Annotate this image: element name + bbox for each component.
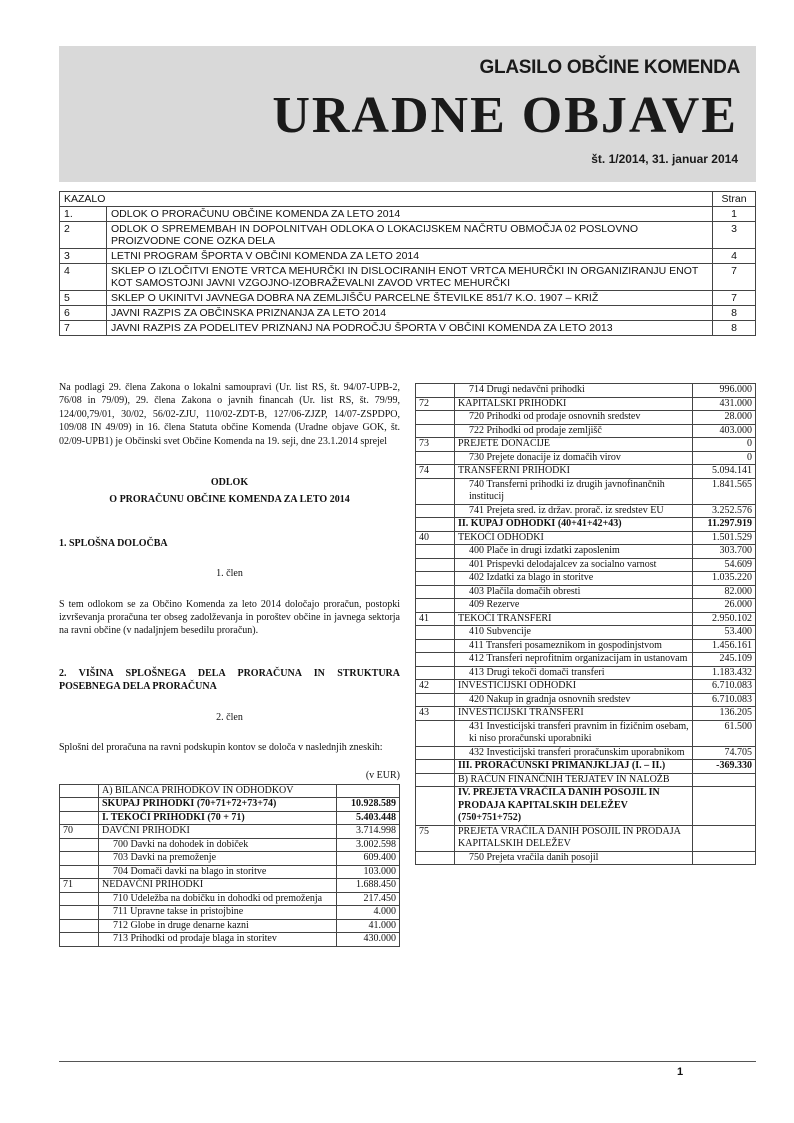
table-row xyxy=(416,545,756,559)
table-row xyxy=(416,411,756,425)
amount: 5.094.141 xyxy=(693,465,756,479)
amount: 1.183.432 xyxy=(693,666,756,680)
amount: 0 xyxy=(693,438,756,452)
account-description: 741 Prejeta sred. iz držav. prorač. iz sredstev EU xyxy=(455,504,693,518)
amount: 6.710.083 xyxy=(693,680,756,694)
account-code xyxy=(416,518,455,532)
publication-title: URADNE OBJAVE xyxy=(272,87,738,144)
account-description: INVESTICIJSKI ODHODKI xyxy=(455,680,693,694)
publisher-name: GLASILO OBČINE KOMENDA xyxy=(479,57,740,78)
toc-row xyxy=(60,321,756,336)
page-number: 1 xyxy=(677,1066,684,1078)
account-description: PREJETA VRAČILA DANIH POSOJIL IN PRODAJA KAPITALSKIH DELEŽEV xyxy=(455,825,693,851)
account-description: IV. PREJETA VRAČILA DANIH POSOJIL IN PRODAJA KAPITALSKIH DELEŽEV (750+751+752) xyxy=(455,787,693,826)
budget-table-left xyxy=(59,784,400,947)
toc-item-number: 4 xyxy=(60,264,107,291)
account-code xyxy=(60,919,99,933)
account-code: 75 xyxy=(416,825,455,851)
amount xyxy=(693,773,756,787)
amount: 1.501.529 xyxy=(693,531,756,545)
account-description: 712 Globe in druge denarne kazni xyxy=(99,919,337,933)
table-row xyxy=(416,693,756,707)
table-row xyxy=(60,879,400,893)
account-description: 720 Prihodki od prodaje osnovnih sredstev xyxy=(455,411,693,425)
account-code xyxy=(60,811,99,825)
amount: 11.297.919 xyxy=(693,518,756,532)
account-description: 713 Prihodki od prodaje blaga in storitev xyxy=(99,933,337,947)
table-row xyxy=(416,626,756,640)
account-code: 41 xyxy=(416,612,455,626)
account-code xyxy=(416,451,455,465)
amount: 3.002.598 xyxy=(337,838,400,852)
account-description: NEDAVČNI PRIHODKI xyxy=(99,879,337,893)
account-code xyxy=(60,906,99,920)
toc-item-page: 7 xyxy=(713,264,756,291)
account-description: SKUPAJ PRIHODKI (70+71+72+73+74) xyxy=(99,798,337,812)
amount: 430.000 xyxy=(337,933,400,947)
amount: 431.000 xyxy=(693,397,756,411)
table-row xyxy=(416,653,756,667)
amount: 61.500 xyxy=(693,720,756,746)
account-description: 410 Subvencije xyxy=(455,626,693,640)
account-description: B) RAČUN FINANČNIH TERJATEV IN NALOŽB xyxy=(455,773,693,787)
toc-row xyxy=(60,207,756,222)
toc-item-page: 1 xyxy=(713,207,756,222)
toc-item-title: ODLOK O PRORAČUNU OBČINE KOMENDA ZA LETO 2014 xyxy=(107,207,713,222)
table-row xyxy=(416,760,756,774)
account-code xyxy=(416,478,455,504)
account-code xyxy=(416,851,455,865)
account-description: 730 Prejete donacije iz domačih virov xyxy=(455,451,693,465)
amount: 136.205 xyxy=(693,707,756,721)
account-description: TEKOČI ODHODKI xyxy=(455,531,693,545)
issue-info: št. 1/2014, 31. januar 2014 xyxy=(591,152,738,166)
table-row xyxy=(60,852,400,866)
account-description: 704 Domači davki na blago in storitve xyxy=(99,865,337,879)
table-row xyxy=(60,825,400,839)
account-description: TEKOČI TRANSFERI xyxy=(455,612,693,626)
toc-row xyxy=(60,222,756,249)
amount xyxy=(693,851,756,865)
amount: 26.000 xyxy=(693,599,756,613)
amount: 82.000 xyxy=(693,585,756,599)
account-description: 722 Prihodki od prodaje zemljišč xyxy=(455,424,693,438)
account-code xyxy=(60,933,99,947)
account-description: 431 Investicijski transferi pravnim in fizičnim osebam, ki niso proračunski uporabniki xyxy=(455,720,693,746)
account-description: III. PRORAČUNSKI PRIMANJKLJAJ (I. – II.) xyxy=(455,760,693,774)
toc-item-title: JAVNI RAZPIS ZA PODELITEV PRIZNANJ NA PODROČJU ŠPORTA V OBČINI KOMENDA ZA LETO 2013 xyxy=(107,321,713,336)
account-description: 432 Investicijski transferi proračunskim uporabnikom xyxy=(455,746,693,760)
account-description: 700 Davki na dohodek in dobiček xyxy=(99,838,337,852)
amount: 5.403.448 xyxy=(337,811,400,825)
account-code: 40 xyxy=(416,531,455,545)
toc-item-number: 6 xyxy=(60,306,107,321)
table-row xyxy=(416,572,756,586)
toc-item-number: 7 xyxy=(60,321,107,336)
account-description: 703 Davki na premoženje xyxy=(99,852,337,866)
account-code: 72 xyxy=(416,397,455,411)
toc-item-page: 8 xyxy=(713,321,756,336)
amount: 609.400 xyxy=(337,852,400,866)
account-description: KAPITALSKI PRIHODKI xyxy=(455,397,693,411)
toc-item-number: 1. xyxy=(60,207,107,222)
toc-header-row xyxy=(60,192,756,207)
currency-unit: (v EUR) xyxy=(365,769,400,781)
toc-item-page: 3 xyxy=(713,222,756,249)
article-text: S tem odlokom se za Občino Komenda za leto 2014 določajo proračun, postopki izvrševanja proračuna ter obseg zadolževanja in poroštev občine in javnega sektorja na ravni občine (v nadaljnjem besedilu proračun). xyxy=(59,598,400,637)
account-code xyxy=(416,384,455,398)
table-of-contents xyxy=(59,191,756,336)
account-code xyxy=(416,626,455,640)
table-row xyxy=(60,784,400,798)
amount: 2.950.102 xyxy=(693,612,756,626)
table-row xyxy=(416,720,756,746)
account-code xyxy=(416,545,455,559)
table-row xyxy=(60,933,400,947)
toc-row xyxy=(60,291,756,306)
table-row xyxy=(416,518,756,532)
amount: 1.456.161 xyxy=(693,639,756,653)
masthead xyxy=(59,46,756,182)
account-code xyxy=(416,504,455,518)
account-code xyxy=(416,411,455,425)
amount: 53.400 xyxy=(693,626,756,640)
account-code xyxy=(416,424,455,438)
article-number: 1. člen xyxy=(216,568,243,580)
account-code xyxy=(416,693,455,707)
amount: 54.609 xyxy=(693,558,756,572)
table-row xyxy=(416,397,756,411)
account-description: 714 Drugi nedavčni prihodki xyxy=(455,384,693,398)
section-heading: 2. VIŠINA SPLOŠNEGA DELA PRORAČUNA IN STRUKTURA POSEBNEGA DELA PRORAČUNA xyxy=(59,667,400,693)
toc-item-number: 2 xyxy=(60,222,107,249)
amount: 1.841.565 xyxy=(693,478,756,504)
toc-item-number: 5 xyxy=(60,291,107,306)
table-row xyxy=(416,451,756,465)
amount: 217.450 xyxy=(337,892,400,906)
account-description: II. KUPAJ ODHODKI (40+41+42+43) xyxy=(455,518,693,532)
table-row xyxy=(416,787,756,826)
account-description: I. TEKOČI PRIHODKI (70 + 71) xyxy=(99,811,337,825)
account-description: 412 Transferi neprofitnim organizacijam in ustanovam xyxy=(455,653,693,667)
account-description: INVESTICIJSKI TRANSFERI xyxy=(455,707,693,721)
amount: 74.705 xyxy=(693,746,756,760)
toc-item-page: 7 xyxy=(713,291,756,306)
account-code: 42 xyxy=(416,680,455,694)
account-code xyxy=(416,599,455,613)
account-description: 411 Transferi posameznikom in gospodinjstvom xyxy=(455,639,693,653)
toc-item-page: 8 xyxy=(713,306,756,321)
account-code: 70 xyxy=(60,825,99,839)
toc-item-number: 3 xyxy=(60,249,107,264)
account-code xyxy=(416,760,455,774)
table-row xyxy=(416,438,756,452)
table-row xyxy=(416,746,756,760)
amount: 3.252.576 xyxy=(693,504,756,518)
account-code: 71 xyxy=(60,879,99,893)
table-row xyxy=(416,558,756,572)
account-code xyxy=(60,865,99,879)
amount: 41.000 xyxy=(337,919,400,933)
table-row xyxy=(416,504,756,518)
amount: 3.714.998 xyxy=(337,825,400,839)
account-code xyxy=(416,572,455,586)
account-code: 74 xyxy=(416,465,455,479)
account-code xyxy=(416,746,455,760)
table-row xyxy=(416,585,756,599)
amount: 0 xyxy=(693,451,756,465)
toc-page-heading: Stran xyxy=(713,192,756,207)
table-row xyxy=(416,851,756,865)
amount: 6.710.083 xyxy=(693,693,756,707)
toc-row xyxy=(60,264,756,291)
section-heading: 1. SPLOŠNA DOLOČBA xyxy=(59,537,168,549)
account-code: 73 xyxy=(416,438,455,452)
amount xyxy=(693,825,756,851)
account-code xyxy=(60,798,99,812)
table-row xyxy=(416,599,756,613)
amount: 1.035.220 xyxy=(693,572,756,586)
account-description: A) BILANCA PRIHODKOV IN ODHODKOV xyxy=(99,784,337,798)
table-row xyxy=(416,424,756,438)
toc-item-title: SKLEP O UKINITVI JAVNEGA DOBRA NA ZEMLJIŠČU PARCELNE ŠTEVILKE 851/7 K.O. 1907 – KRIŽ xyxy=(107,291,713,306)
account-code xyxy=(60,852,99,866)
account-description: PREJETE DONACIJE xyxy=(455,438,693,452)
table-row xyxy=(60,892,400,906)
table-row xyxy=(416,465,756,479)
account-code xyxy=(416,585,455,599)
table-row xyxy=(416,531,756,545)
account-description: 403 Plačila domačih obresti xyxy=(455,585,693,599)
amount: 10.928.589 xyxy=(337,798,400,812)
toc-item-title: JAVNI RAZPIS ZA OBČINSKA PRIZNANJA ZA LETO 2014 xyxy=(107,306,713,321)
toc-item-title: SKLEP O IZLOČITVI ENOTE VRTCA MEHURČKI IN DISLOCIRANIH ENOT VRTCA MEHURČKI IN ORGANIZIRANJU ENOT KOT SAMOSTOJNI JAVNI VZGOJNO-IZOBRAŽEVALNI ZAVOD VRTEC MEHURČKI xyxy=(107,264,713,291)
account-description: 711 Upravne takse in pristojbine xyxy=(99,906,337,920)
amount: 303.700 xyxy=(693,545,756,559)
account-code xyxy=(416,666,455,680)
account-code xyxy=(416,653,455,667)
account-description: TRANSFERNI PRIHODKI xyxy=(455,465,693,479)
table-row xyxy=(60,798,400,812)
budget-table-right xyxy=(415,383,756,865)
table-row xyxy=(416,707,756,721)
table-row xyxy=(60,865,400,879)
account-description: 740 Transferni prihodki iz drugih javnofinančnih institucij xyxy=(455,478,693,504)
amount: -369.330 xyxy=(693,760,756,774)
toc-item-title: LETNI PROGRAM ŠPORTA V OBČINI KOMENDA ZA LETO 2014 xyxy=(107,249,713,264)
account-code xyxy=(60,892,99,906)
table-row xyxy=(60,838,400,852)
account-code xyxy=(416,787,455,826)
account-code xyxy=(60,784,99,798)
amount: 245.109 xyxy=(693,653,756,667)
table-row xyxy=(60,811,400,825)
right-column xyxy=(415,383,756,865)
preamble: Na podlagi 29. člena Zakona o lokalni samoupravi (Ur. list RS, št. 94/07-UPB-2, 76/08 in 79/09), 29. člena Zakona o javnih financah (Ur. list RS, št. 79/99, 124/00,79/01, 30/02, 56/02-ZJU, 110/02-ZDT-B, 127/06-ZJZP, 14/07-ZSPDPO, 109/08 IN 49/09) in 16. člena Statuta občine Komenda (Uradne objave GOK, št. 02/09-UPB1) je Občinski svet Občine Komenda na 19. seji, dne 23.1.2014 sprejel xyxy=(59,382,400,447)
account-code xyxy=(416,558,455,572)
amount xyxy=(693,787,756,826)
left-column xyxy=(59,381,400,947)
amount: 4.000 xyxy=(337,906,400,920)
account-code xyxy=(416,773,455,787)
account-description: 402 Izdatki za blago in storitve xyxy=(455,572,693,586)
table-row xyxy=(416,773,756,787)
footer-rule xyxy=(59,1061,756,1062)
article-number: 2. člen xyxy=(216,711,243,723)
amount: 403.000 xyxy=(693,424,756,438)
doc-title-line2: O PRORAČUNU OBČINE KOMENDA ZA LETO 2014 xyxy=(109,494,350,506)
table-row xyxy=(416,666,756,680)
amount xyxy=(337,784,400,798)
account-code xyxy=(416,720,455,746)
table-row xyxy=(416,825,756,851)
article-text: Splošni del proračuna na ravni podskupin kontov se določa v naslednjih zneskih: xyxy=(59,742,383,754)
account-description: 409 Rezerve xyxy=(455,599,693,613)
account-code xyxy=(60,838,99,852)
amount: 28.000 xyxy=(693,411,756,425)
account-description: 413 Drugi tekoči domači transferi xyxy=(455,666,693,680)
account-description: 401 Prispevki delodajalcev za socialno varnost xyxy=(455,558,693,572)
account-description: 750 Prejeta vračila danih posojil xyxy=(455,851,693,865)
account-code xyxy=(416,639,455,653)
table-row xyxy=(416,478,756,504)
account-code: 43 xyxy=(416,707,455,721)
toc-heading: KAZALO xyxy=(60,192,713,207)
account-description: 400 Plače in drugi izdatki zaposlenim xyxy=(455,545,693,559)
account-description: 420 Nakup in gradnja osnovnih sredstev xyxy=(455,693,693,707)
table-row xyxy=(416,384,756,398)
amount: 1.688.450 xyxy=(337,879,400,893)
toc-row xyxy=(60,249,756,264)
toc-item-title: ODLOK O SPREMEMBAH IN DOPOLNITVAH ODLOKA O LOKACIJSKEM NAČRTU OBMOČJA 02 POSLOVNO PROIZVODNE CONE OZKA DELA xyxy=(107,222,713,249)
amount: 103.000 xyxy=(337,865,400,879)
toc-item-page: 4 xyxy=(713,249,756,264)
table-row xyxy=(416,612,756,626)
table-row xyxy=(60,906,400,920)
table-row xyxy=(416,639,756,653)
toc-row xyxy=(60,306,756,321)
account-description: DAVČNI PRIHODKI xyxy=(99,825,337,839)
table-row xyxy=(416,680,756,694)
table-row xyxy=(60,919,400,933)
account-description: 710 Udeležba na dobičku in dohodki od premoženja xyxy=(99,892,337,906)
amount: 996.000 xyxy=(693,384,756,398)
doc-title-line1: ODLOK xyxy=(210,477,249,489)
